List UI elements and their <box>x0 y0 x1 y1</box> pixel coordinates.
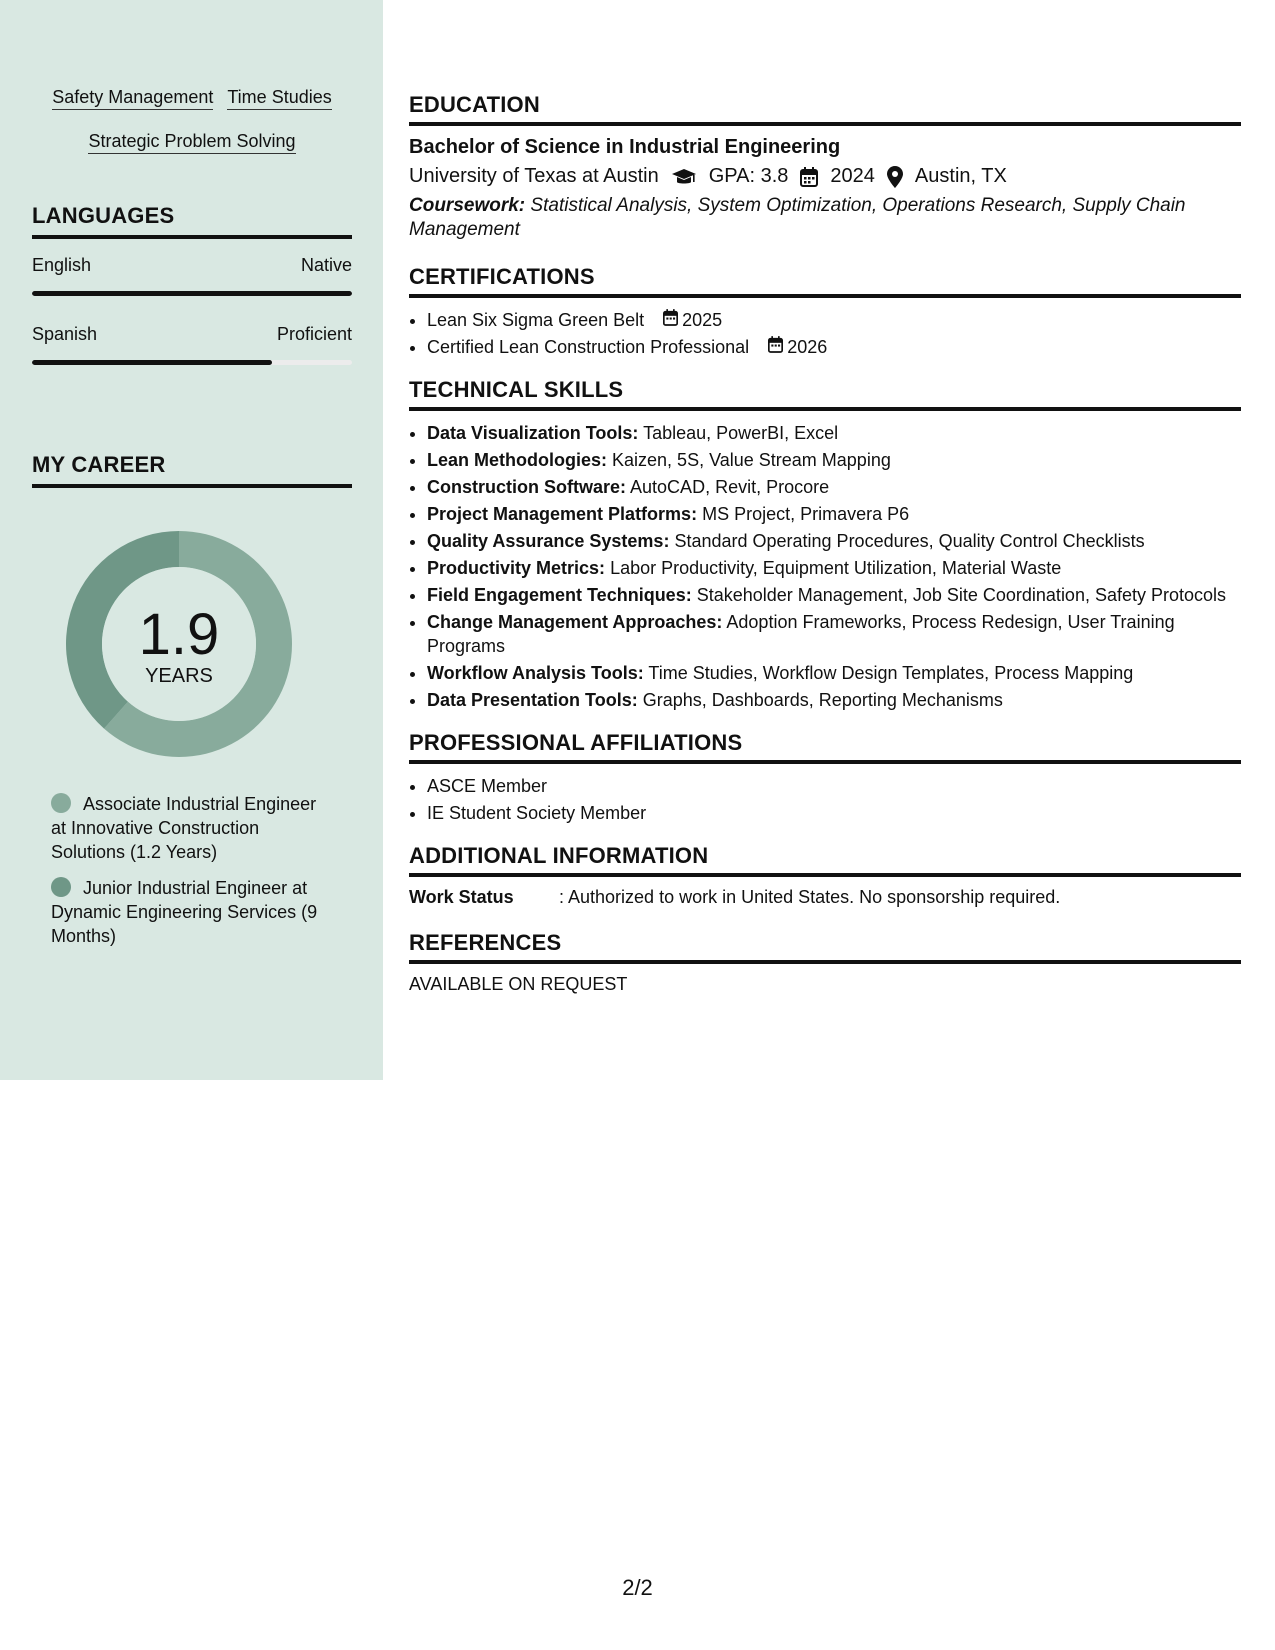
certification-year: 2026 <box>787 337 828 357</box>
language-row <box>32 324 352 345</box>
technical-skills-heading: TECHNICAL SKILLS <box>409 377 1241 411</box>
career-item-text: Junior Industrial Engineer at Dynamic Engineering Services (9 Months) <box>51 878 318 946</box>
skill-value: Kaizen, 5S, Value Stream Mapping <box>612 450 891 470</box>
school-name: University of Texas at Austin <box>409 165 659 187</box>
skill-label: Workflow Analysis Tools: <box>427 663 644 683</box>
skill-item <box>427 661 1241 685</box>
skill-label: Field Engagement Techniques: <box>427 585 692 605</box>
coursework-label: Coursework: <box>409 195 526 216</box>
skill-label: Data Presentation Tools: <box>427 690 638 710</box>
skill-item <box>427 556 1241 580</box>
skill-value: AutoCAD, Revit, Procore <box>630 477 830 497</box>
skill-value: Tableau, PowerBI, Excel <box>643 423 839 443</box>
language-name: English <box>32 255 92 275</box>
certification-name: Certified Lean Construction Professional <box>427 337 750 357</box>
coursework-list: Statistical Analysis, System Optimization, Operations Research, Supply Chain Management <box>409 195 1186 240</box>
career-total-years: 1.9 <box>138 602 220 667</box>
career-item <box>51 792 331 864</box>
languages-heading: LANGUAGES <box>32 203 352 239</box>
language-row <box>32 255 352 276</box>
skill-label: Lean Methodologies: <box>427 450 607 470</box>
skill-value: Labor Productivity, Equipment Utilization, Material Waste <box>610 558 1062 578</box>
language-proficiency-fill <box>32 291 352 296</box>
skill-item <box>427 475 1241 499</box>
language-proficiency-bar <box>32 360 352 365</box>
additional-info-heading: ADDITIONAL INFORMATION <box>409 843 1241 877</box>
education-heading: EDUCATION <box>409 92 1241 126</box>
career-list <box>51 792 331 960</box>
affiliation-item: • ASCE Member <box>427 774 1241 798</box>
calendar-icon <box>768 335 787 359</box>
career-legend-dot <box>51 877 71 897</box>
skill-label: Data Visualization Tools: <box>427 423 639 443</box>
skill-value: Stakeholder Management, Job Site Coordination, Safety Protocols <box>696 585 1227 605</box>
career-legend-dot <box>51 793 71 813</box>
gpa: GPA: 3.8 <box>708 165 789 187</box>
skill-item <box>427 688 1241 712</box>
page-number: 2/2 <box>622 1575 653 1600</box>
skill-item <box>427 421 1241 445</box>
skill-label: Project Management Platforms: <box>427 504 698 524</box>
language-level: Proficient <box>276 324 352 344</box>
skill-tags <box>32 86 352 174</box>
skill-value: Adoption Frameworks, Process Redesign, User Training Programs <box>427 612 1175 656</box>
career-item-text: Associate Industrial Engineer at Innovative Construction Solutions (1.2 Years) <box>51 794 317 862</box>
skill-item <box>427 502 1241 526</box>
certification-item <box>427 308 1241 332</box>
certification-item <box>427 335 1241 359</box>
skill-item <box>427 529 1241 553</box>
education-meta <box>409 165 1241 188</box>
affiliation-item: • IE Student Society Member <box>427 801 1241 825</box>
skill-label: Change Management Approaches: <box>427 612 723 632</box>
work-status-value: : Authorized to work in United States. No sponsorship required. <box>559 887 1061 907</box>
skill-item <box>427 610 1241 658</box>
skill-label: Construction Software: <box>427 477 627 497</box>
skill-tag: Time Studies <box>227 86 331 110</box>
graduation-cap-icon <box>671 167 697 187</box>
language-level: Native <box>300 255 352 275</box>
skill-tag: Safety Management <box>52 86 213 110</box>
language-proficiency-fill <box>32 360 272 365</box>
language-name: Spanish <box>32 324 98 344</box>
certification-year: 2025 <box>682 310 723 330</box>
degree-title: Bachelor of Science in Industrial Engineering <box>409 136 841 158</box>
coursework <box>409 194 1241 242</box>
references-heading: REFERENCES <box>409 930 1241 964</box>
career-total-unit: YEARS <box>145 665 213 687</box>
map-pin-icon <box>887 166 903 188</box>
work-status-row <box>409 887 1241 908</box>
certifications-heading: CERTIFICATIONS <box>409 264 1241 298</box>
skill-item <box>427 583 1241 607</box>
work-status-label: Work Status <box>409 887 514 907</box>
calendar-icon <box>663 308 682 332</box>
education-location: Austin, TX <box>914 165 1007 187</box>
skill-tag: Strategic Problem Solving <box>88 130 295 154</box>
certification-name: Lean Six Sigma Green Belt <box>427 310 645 330</box>
skill-value: MS Project, Primavera P6 <box>702 504 910 524</box>
career-item <box>51 876 331 948</box>
calendar-icon <box>800 167 818 187</box>
affiliations-heading: PROFESSIONAL AFFILIATIONS <box>409 730 1241 764</box>
skill-value: Standard Operating Procedures, Quality Control Checklists <box>674 531 1145 551</box>
main-content <box>409 92 1241 995</box>
references-text: AVAILABLE ON REQUEST <box>409 974 628 994</box>
sidebar <box>0 0 383 1080</box>
skill-value: Graphs, Dashboards, Reporting Mechanisms <box>642 690 1003 710</box>
language-proficiency-bar <box>32 291 352 296</box>
graduation-year: 2024 <box>830 165 875 187</box>
career-heading: MY CAREER <box>32 452 352 488</box>
skill-label: Productivity Metrics: <box>427 558 606 578</box>
skill-item <box>427 448 1241 472</box>
skill-label: Quality Assurance Systems: <box>427 531 670 551</box>
skill-value: Time Studies, Workflow Design Templates, Process Mapping <box>648 663 1134 683</box>
certifications-list <box>409 308 1241 359</box>
technical-skills-list <box>409 421 1241 712</box>
affiliations-list <box>409 774 1241 825</box>
